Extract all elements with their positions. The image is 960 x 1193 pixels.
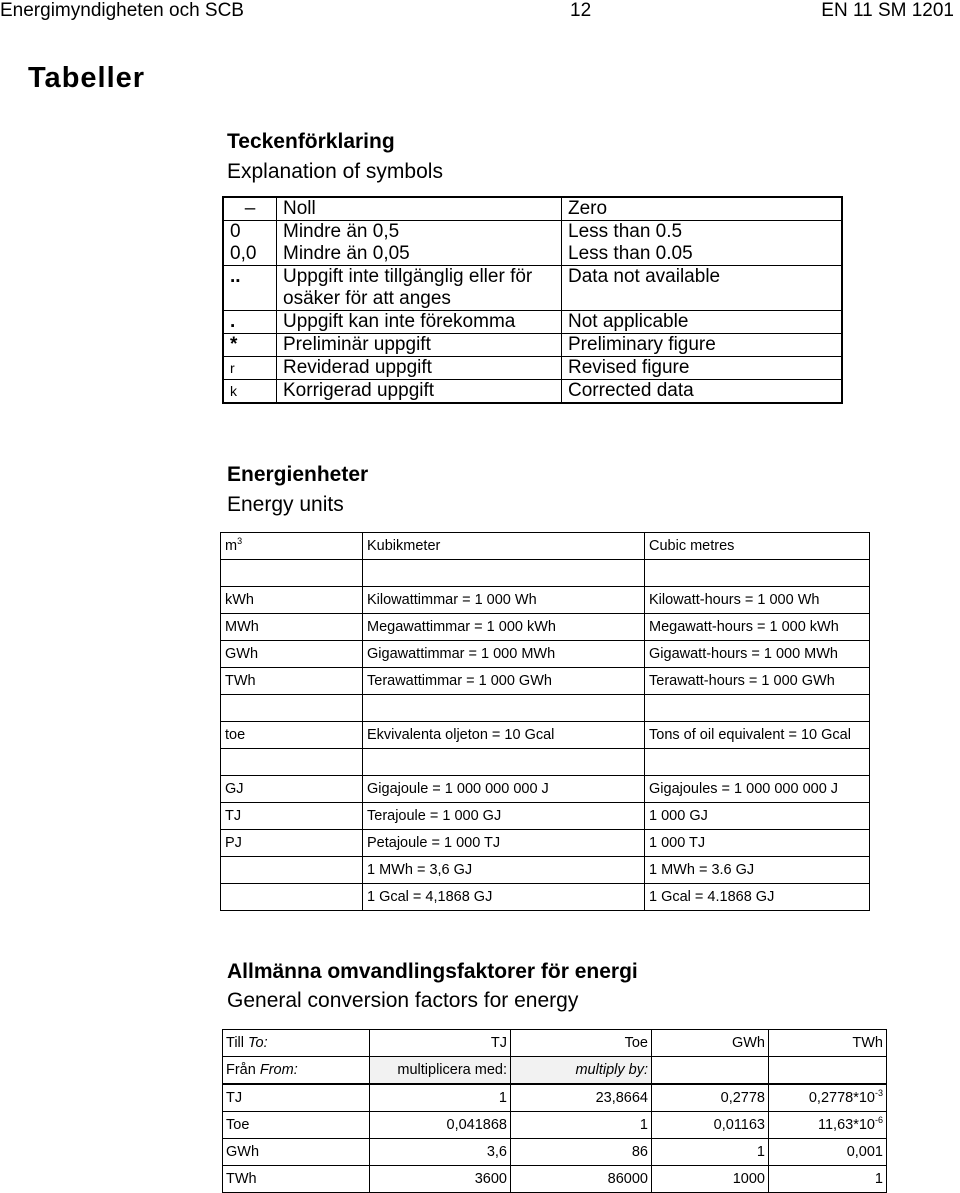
swedish-cell: Ekvivalenta oljeton = 10 Gcal <box>363 722 645 749</box>
value-cell: 86 <box>511 1139 652 1166</box>
swedish-cell: Uppgift inte tillgänglig eller för osäker för att anges <box>277 266 562 311</box>
table-row <box>223 1057 887 1085</box>
english-cell: Gigajoules = 1 000 000 000 J <box>645 776 870 803</box>
table-row <box>221 533 870 560</box>
english-cell: Not applicable <box>562 311 843 334</box>
symbols-heading: Teckenförklaring <box>227 130 395 153</box>
swedish-cell: Preliminär uppgift <box>277 334 562 357</box>
table-row <box>221 884 870 911</box>
unit-cell: GWh <box>221 641 363 668</box>
swedish-cell: Reviderad uppgift <box>277 357 562 380</box>
english-cell: 1 000 GJ <box>645 803 870 830</box>
symbol-cell: .. <box>223 266 277 311</box>
value-cell <box>769 1084 887 1112</box>
value-cell: 1 <box>769 1166 887 1193</box>
unit-cell: kWh <box>221 587 363 614</box>
table-row <box>223 380 842 404</box>
english-cell: Less than 0.5 <box>562 221 843 244</box>
page-title: Tabeller <box>28 62 146 94</box>
english-cell: 1 000 TJ <box>645 830 870 857</box>
from-cell: TWh <box>223 1166 370 1193</box>
header-right: EN 11 SM 1201 <box>821 0 954 21</box>
conversion-heading: Allmänna omvandlingsfaktorer för energi <box>227 960 638 983</box>
value-cell <box>769 1112 887 1139</box>
table-row <box>221 668 870 695</box>
english-cell: Corrected data <box>562 380 843 404</box>
unit-cell <box>221 533 363 560</box>
conversion-subheading: General conversion factors for energy <box>227 989 579 1012</box>
swedish-cell: Kubikmeter <box>363 533 645 560</box>
symbols-subheading: Explanation of symbols <box>227 160 443 183</box>
swedish-cell: 1 MWh = 3,6 GJ <box>363 857 645 884</box>
swedish-cell: Gigawattimmar = 1 000 MWh <box>363 641 645 668</box>
multiply-sv: multiplicera med: <box>370 1057 511 1085</box>
table-row <box>221 830 870 857</box>
table-row <box>223 1112 887 1139</box>
table-row <box>223 1166 887 1193</box>
english-cell: Preliminary figure <box>562 334 843 357</box>
units-subheading: Energy units <box>227 493 344 516</box>
value-exponent: -6 <box>874 1115 883 1125</box>
swedish-cell: Korrigerad uppgift <box>277 380 562 404</box>
english-cell: Zero <box>562 197 843 221</box>
value-mantissa: 0,2778*10 <box>808 1090 875 1106</box>
table-row <box>223 1139 887 1166</box>
value-cell: 1 <box>370 1084 511 1112</box>
english-cell: 1 Gcal = 4.1868 GJ <box>645 884 870 911</box>
english-cell: Megawatt-hours = 1 000 kWh <box>645 614 870 641</box>
english-cell: Cubic metres <box>645 533 870 560</box>
english-cell: Data not available <box>562 266 843 311</box>
spacer-row <box>221 560 870 587</box>
symbol-cell: r <box>223 357 277 380</box>
unit-cell: PJ <box>221 830 363 857</box>
from-cell: GWh <box>223 1139 370 1166</box>
swedish-cell: Megawattimmar = 1 000 kWh <box>363 614 645 641</box>
units-heading: Energienheter <box>227 463 369 486</box>
symbol-cell: 0,0 <box>223 243 277 266</box>
page-number: 12 <box>570 0 592 21</box>
table-row <box>223 1030 887 1057</box>
unit-cell: TJ <box>221 803 363 830</box>
unit-exponent: 3 <box>237 536 243 546</box>
table-row <box>223 243 842 266</box>
table-row <box>223 197 842 221</box>
column-header: Toe <box>511 1030 652 1057</box>
symbol-cell: . <box>223 311 277 334</box>
value-cell: 0,041868 <box>370 1112 511 1139</box>
english-cell: Less than 0.05 <box>562 243 843 266</box>
column-header: TJ <box>370 1030 511 1057</box>
english-cell: Kilowatt-hours = 1 000 Wh <box>645 587 870 614</box>
value-cell: 1 <box>511 1112 652 1139</box>
symbol-cell: 0 <box>223 221 277 244</box>
swedish-cell: 1 Gcal = 4,1868 GJ <box>363 884 645 911</box>
table-row <box>223 357 842 380</box>
units-table <box>220 532 870 911</box>
swedish-cell: Terawattimmar = 1 000 GWh <box>363 668 645 695</box>
to-label-cell <box>223 1030 370 1057</box>
value-cell: 3600 <box>370 1166 511 1193</box>
table-row <box>221 614 870 641</box>
table-row <box>223 266 842 311</box>
unit-cell: toe <box>221 722 363 749</box>
swedish-cell: Petajoule = 1 000 TJ <box>363 830 645 857</box>
header-left: Energimyndigheten och SCB <box>0 0 244 21</box>
symbol-cell: * <box>223 334 277 357</box>
symbol-cell: – <box>223 197 277 221</box>
english-cell: 1 MWh = 3.6 GJ <box>645 857 870 884</box>
table-row <box>223 221 842 244</box>
table-row <box>223 1084 887 1112</box>
column-header: GWh <box>652 1030 769 1057</box>
to-label: Till <box>226 1035 244 1051</box>
from-label-cell <box>223 1057 370 1085</box>
unit-cell <box>221 857 363 884</box>
table-row <box>221 857 870 884</box>
from-label: Från <box>226 1062 256 1078</box>
value-cell: 0,2778 <box>652 1084 769 1112</box>
table-row <box>223 334 842 357</box>
from-cell: Toe <box>223 1112 370 1139</box>
swedish-cell: Uppgift kan inte förekomma <box>277 311 562 334</box>
value-cell: 23,8664 <box>511 1084 652 1112</box>
from-label-en: From: <box>259 1062 298 1078</box>
spacer-row <box>221 695 870 722</box>
table-row <box>221 803 870 830</box>
value-mantissa: 11,63*10 <box>818 1117 875 1133</box>
unit-cell: MWh <box>221 614 363 641</box>
multiply-en: multiply by: <box>511 1057 652 1085</box>
symbols-table <box>222 196 843 404</box>
unit-symbol: m <box>225 538 238 554</box>
table-row <box>223 311 842 334</box>
symbol-cell: k <box>223 380 277 404</box>
value-cell: 0,001 <box>769 1139 887 1166</box>
swedish-cell: Kilowattimmar = 1 000 Wh <box>363 587 645 614</box>
conversion-table <box>222 1029 887 1193</box>
table-row <box>221 776 870 803</box>
swedish-cell: Gigajoule = 1 000 000 000 J <box>363 776 645 803</box>
value-cell: 86000 <box>511 1166 652 1193</box>
from-cell: TJ <box>223 1084 370 1112</box>
swedish-cell: Mindre än 0,05 <box>277 243 562 266</box>
english-cell: Terawatt-hours = 1 000 GWh <box>645 668 870 695</box>
value-cell: 1 <box>652 1139 769 1166</box>
value-cell: 1000 <box>652 1166 769 1193</box>
unit-cell <box>221 884 363 911</box>
unit-cell: GJ <box>221 776 363 803</box>
value-cell: 3,6 <box>370 1139 511 1166</box>
swedish-cell: Noll <box>277 197 562 221</box>
swedish-cell: Mindre än 0,5 <box>277 221 562 244</box>
to-label-en: To: <box>248 1035 268 1051</box>
value-exponent: -3 <box>874 1088 883 1098</box>
english-cell: Tons of oil equivalent = 10 Gcal <box>645 722 870 749</box>
value-cell: 0,01163 <box>652 1112 769 1139</box>
table-row <box>221 641 870 668</box>
english-cell: Gigawatt-hours = 1 000 MWh <box>645 641 870 668</box>
english-cell: Revised figure <box>562 357 843 380</box>
unit-cell: TWh <box>221 668 363 695</box>
table-row <box>221 587 870 614</box>
column-header: TWh <box>769 1030 887 1057</box>
spacer-row <box>221 749 870 776</box>
table-row <box>221 722 870 749</box>
swedish-cell: Terajoule = 1 000 GJ <box>363 803 645 830</box>
